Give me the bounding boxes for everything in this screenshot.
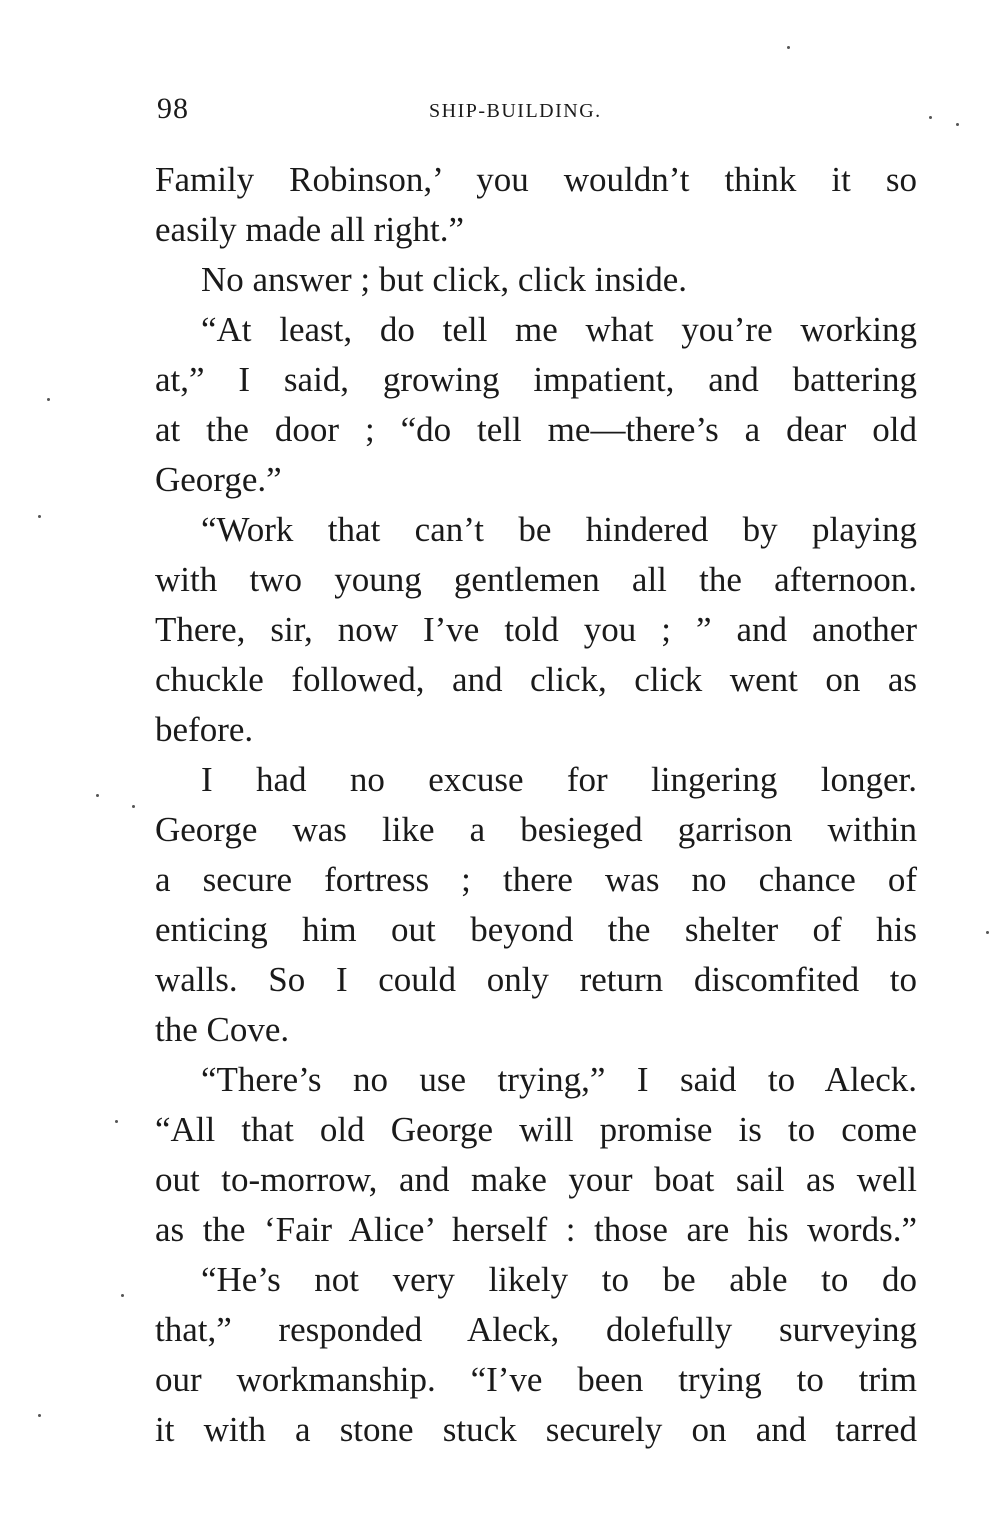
scan-speck <box>956 123 959 126</box>
text-line: “All that old George will promise is to come <box>155 1110 917 1149</box>
running-title: SHIP-BUILDING. <box>429 100 602 122</box>
text-line: that,” responded Aleck, dolefully surveying <box>155 1310 917 1349</box>
text-line: “Work that can’t be hindered by playing <box>201 510 917 549</box>
scan-speck <box>986 931 989 934</box>
scan-speck <box>132 805 135 808</box>
text-line: at the door ; “do tell me—there’s a dear old <box>155 410 917 449</box>
text-line: a secure fortress ; there was no chance of <box>155 860 917 899</box>
text-line: easily made all right.” <box>155 210 465 249</box>
text-line: George.” <box>155 460 282 499</box>
scan-speck <box>115 1120 118 1123</box>
text-line: No answer ; but click, click inside. <box>201 260 687 299</box>
running-head <box>157 92 917 132</box>
text-line: out to-morrow, and make your boat sail as well <box>155 1160 917 1199</box>
text-line: “At least, do tell me what you’re working <box>201 310 917 349</box>
text-line: walls. So I could only return discomfited to <box>155 960 917 999</box>
text-line: as the ‘Fair Alice’ herself : those are his words.” <box>155 1210 917 1249</box>
text-line: “There’s no use trying,” I said to Aleck. <box>201 1060 917 1099</box>
scan-speck <box>96 794 99 797</box>
scan-speck <box>121 1294 124 1297</box>
text-line: our workmanship. “I’ve been trying to trim <box>155 1360 917 1399</box>
text-line: it with a stone stuck securely on and tarred <box>155 1410 917 1449</box>
scan-speck <box>787 46 790 49</box>
text-line: “He’s not very likely to be able to do <box>201 1260 917 1299</box>
text-line: I had no excuse for lingering longer. <box>201 760 917 799</box>
text-line: chuckle followed, and click, click went on as <box>155 660 917 699</box>
page-number: 98 <box>157 92 189 125</box>
scan-speck <box>47 398 50 401</box>
text-line: with two young gentlemen all the afternoon. <box>155 560 917 599</box>
scan-speck <box>38 515 41 518</box>
text-line: at,” I said, growing impatient, and battering <box>155 360 917 399</box>
scan-speck <box>38 1414 41 1417</box>
body-text <box>155 155 917 1455</box>
text-line: enticing him out beyond the shelter of his <box>155 910 917 949</box>
text-line: George was like a besieged garrison within <box>155 810 917 849</box>
text-line: There, sir, now I’ve told you ; ” and another <box>155 610 917 649</box>
scan-speck <box>929 116 932 119</box>
text-line: the Cove. <box>155 1010 290 1049</box>
text-line: Family Robinson,’ you wouldn’t think it so <box>155 160 917 199</box>
text-line: before. <box>155 710 254 749</box>
